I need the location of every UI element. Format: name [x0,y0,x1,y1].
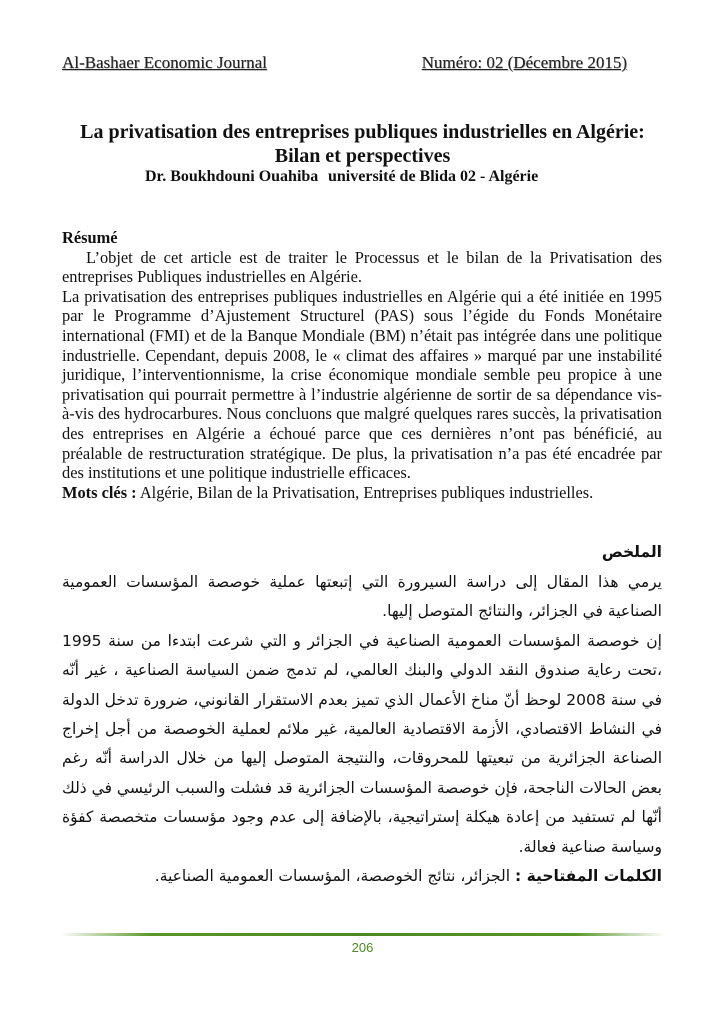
arabic-keywords-text: الجزائر، نتائج الخوصصة، المؤسسات العمومية الصناعية. [154,867,511,886]
resume-paragraph-2: La privatisation des entreprises publiques industrielles en Algérie qui a été initiée en 1995 par le Programme d’Ajustement Structurel (PAS) sous l’égide du Fonds Monétaire international (FMI) et de la Banque Mondiale (BM) n’était pas intégrée dans une politique industrielle. Cependant, depuis 2008, le « climat des affaires » marqué par une instabilité juridique, l’interventionnisme, la crise économique mondiale semble peu propice à une privatisation qui pourrait permettre à l’industrie algérienne de sortir de sa dépendance vis-à-vis des hydrocarbures. Nous concluons que malgré quelques rares succès, la privatisation des entreprises en Algérie a échoué parce que ces dernières n’ont pas bénéficié, au préalable de restructuration stratégique. De plus, la privatisation n’a pas été encadrée par des institutions et une politique industrielle efficaces. [62,286,662,483]
author-affiliation: université de Blida 02 - Algérie [328,168,539,185]
keywords-label: Mots clés : [62,482,137,502]
french-abstract [62,228,662,502]
arabic-heading: الملخص [601,543,662,561]
running-header [62,53,627,73]
title-line-2: Bilan et perspectives [274,145,451,167]
title-line-1: La privatisation des entreprises publiques industrielles en Algérie: [80,121,645,143]
journal-name: Al-Bashaer Economic Journal [62,53,267,72]
resume-heading: Résumé [62,228,118,247]
arabic-abstract [62,540,662,891]
arabic-paragraph-1: يرمي هذا المقال إلى دراسة السيرورة التي إتبعتها عملية خوصصة المؤسسات العمومية الصناعية في الجزائر، والنتائج المتوصل إليها. [62,573,662,621]
arabic-keywords-label: الكلمات المفتاحية : [515,867,662,886]
page-number: 206 [351,940,374,955]
article-title [60,120,665,168]
issue-number: Numéro: 02 (Décembre 2015) [421,53,627,72]
keywords-text: Algérie, Bilan de la Privatisation, Entreprises publiques industrielles. [139,482,594,502]
arabic-keywords-row [62,862,662,891]
keywords-row [62,483,662,503]
author-name: Dr. Boukhdouni Ouahiba [145,168,319,185]
footer-divider [60,933,665,936]
author-line [145,168,605,186]
arabic-paragraph-2: إن خوصصة المؤسسات العمومية الصناعية في الجزائر و التي شرعت ابتدءا من سنة 1995 ،تحت رعاية صندوق النقد الدولي والبنك العالمي، لم تدمج ضمن السياسة الصناعية ، غير أنّه في سنة 2008 لوحظ أنّ مناخ الأعمال الذي تميز بعدم الاستقرار القانوني، ضرورة تدخل الدولة في النشاط الاقتصادي، الأزمة الاقتصادية العالمية، غير ملائم لعملية الخوصصة من أجل إخراج الصناعة الجزائرية من تبعيتها للمحروقات، والنتيجة المتوصل إليها من خلال الدراسة أنّه رغم بعض الحالات الناجحة، فإن خوصصة المؤسسات الجزائرية قد فشلت والسبب الرئيسي في ذلك أنّها لم تستفيد من إعادة هيكلة إستراتيجية، بالإضافة إلى عدم وجود مؤسسات متخصصة كفؤة وسياسة صناعية فعالة. [62,631,662,856]
resume-paragraph-1: L’objet de cet article est de traiter le Processus et le bilan de la Privatisation des entreprises Publiques industrielles en Algérie. [62,247,662,287]
